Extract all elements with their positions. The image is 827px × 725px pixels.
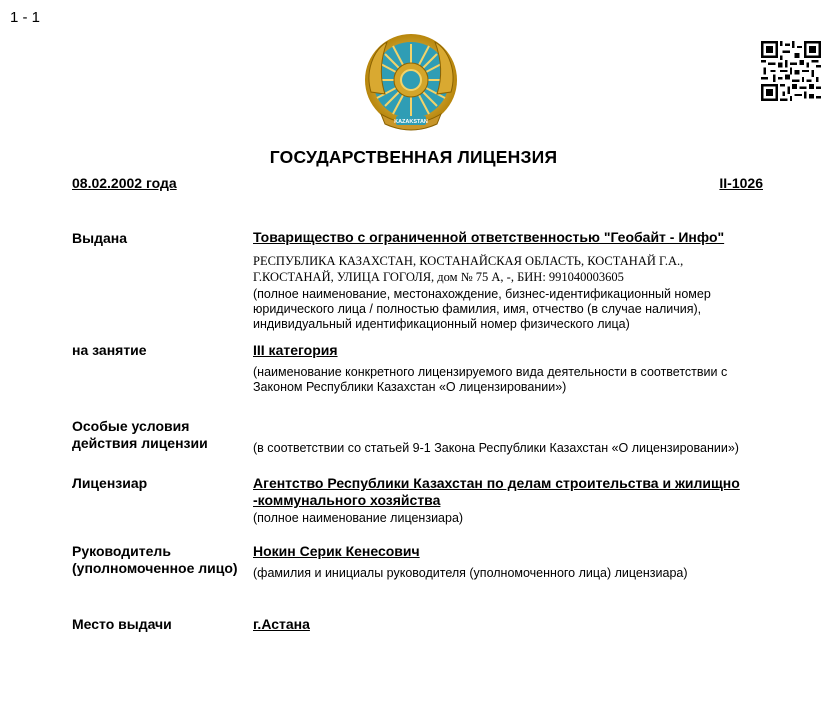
special-conditions-label-line-1: Особые условия — [72, 418, 190, 434]
licensor-value-line-1: Агентство Республики Казахстан по делам строительства и жилищно — [253, 475, 740, 491]
address-line-2: Г.КОСТАНАЙ, УЛИЦА ГОГОЛЯ, дом № 75 А, -, БИН: 991040003605 — [253, 270, 624, 284]
activity-value: III категория — [253, 342, 338, 358]
license-number: II-1026 — [719, 175, 763, 191]
issued-to-label: Выдана — [72, 230, 127, 246]
head-label — [72, 543, 238, 577]
activity-note — [253, 365, 727, 395]
special-conditions-label-line-2: действия лицензии — [72, 435, 208, 451]
issued-to-note-line-2: юридического лица / полностью фамилия, имя, отчество (в случае наличия), — [253, 302, 702, 316]
head-value: Нокин Серик Кенесович — [253, 543, 420, 559]
qr-code — [761, 41, 821, 101]
issued-to-note-line-1: (полное наименование, местонахождение, бизнес-идентификационный номер — [253, 287, 711, 301]
issued-to-value: Товарищество с ограниченной ответственностью "Геобайт - Инфо" — [253, 229, 725, 245]
activity-note-line-2: Законом Республики Казахстан «О лицензировании») — [253, 380, 567, 394]
head-label-line-1: Руководитель — [72, 543, 171, 559]
license-date: 08.02.2002 года — [72, 175, 177, 191]
issued-to-note-line-3: индивидуальный идентификационный номер физического лица) — [253, 317, 630, 331]
state-emblem — [363, 32, 459, 136]
emblem-inscription: KAZAKSTAN — [394, 119, 428, 125]
address-line-1: РЕСПУБЛИКА КАЗАХСТАН, КОСТАНАЙСКАЯ ОБЛАСТЬ, КОСТАНАЙ Г.А., — [253, 254, 684, 268]
special-conditions-label — [72, 418, 208, 452]
licensor-value — [253, 475, 740, 509]
licensor-label: Лицензиар — [72, 475, 148, 491]
activity-note-line-1: (наименование конкретного лицензируемого вида деятельности в соответствии с — [253, 365, 728, 379]
issued-to-note — [253, 287, 711, 332]
place-label: Место выдачи — [72, 616, 172, 632]
special-conditions-note: (в соответствии со статьей 9-1 Закона Республики Казахстан «О лицензировании») — [253, 441, 739, 455]
document-title: ГОСУДАРСТВЕННАЯ ЛИЦЕНЗИЯ — [269, 147, 558, 167]
place-value: г.Астана — [253, 616, 310, 632]
licensor-note: (полное наименование лицензиара) — [253, 511, 464, 525]
page-number: 1 - 1 — [10, 9, 41, 26]
issued-to-address — [253, 253, 753, 285]
head-note: (фамилия и инициалы руководителя (уполномоченного лица) лицензиара) — [253, 566, 688, 580]
activity-label: на занятие — [72, 342, 147, 358]
head-label-line-2: (уполномоченное лицо) — [72, 560, 238, 576]
licensor-value-line-2: -коммунального хозяйства — [253, 492, 441, 508]
